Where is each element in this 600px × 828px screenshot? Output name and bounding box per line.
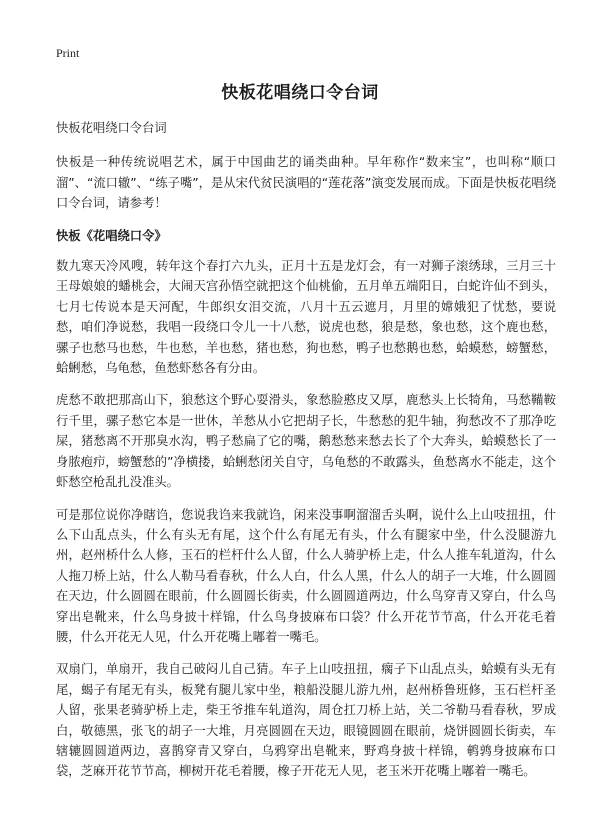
article-body bbox=[56, 118, 556, 794]
page-title: 快板花唱绕口令台词 bbox=[221, 83, 379, 103]
lyrics-paragraph-4: 双扇门，单扇开，我自己破闷儿自己猜。车子上山吱扭扭，瘸子下山乱点头，蛤蟆有头无有尾，蝎子有尾无有头，板凳有腿儿家中坐，粮船没腿儿游九州，赵州桥鲁班修，玉石栏杆圣人留，张果老骑驴桥上走，柴王爷推车轧道沟，周仓扛刀桥上站，关二爷勒马看春秋，罗成白，敬德黑，张飞的胡子一大堆，月亮圆圆在天边，眼镜圆圆在眼前，烧饼圆圆长街卖，车辖辘圆圆道两边，喜鹊穿青又穿白，乌鸦穿出皂靴来，野鸡身披十样锦，鹌鹑身披麻布口袋，芝麻开花节节高，柳树开花毛着腰，橡子开花无人见，老玉米开花嘴上嘟着一嘴毛。 bbox=[56, 662, 556, 779]
lyrics-paragraph-2: 虎愁不敢把那高山下，狼愁这个野心耍滑头，象愁脸憨皮又厚，鹿愁头上长犄角，马愁鞴鞍行千里，骡子愁它本是一世休，羊愁从小它把胡子长，牛愁愁的犯牛轴，狗愁改不了那净吃屎，猪愁离不开那臭水沟，鸭子愁扁了它的嘴，鹅愁愁来愁去长了个大奔头，蛤蟆愁长了一身脓疱疖，螃蟹愁的”净横搂，蛤蜊愁闭关自守，乌龟愁的不敢露头，鱼愁离水不能走，这个虾愁空枪乱扎没准头。 bbox=[56, 393, 556, 490]
lyrics-paragraph-3: 可是那位说你净瞎诌，您说我诌来我就诌，闲来没事啊溜溜舌头啊，说什么上山吱扭扭，什么下山乱点头，什么有头无有尾，这个什么有尾无有头，什么有腿家中坐，什么没腿游九州，赵州桥什么人修，玉石的栏杆什么人留，什么人骑驴桥上走，什么人推车轧道沟，什么人拖刀桥上站，什么人勒马看春秋，什么人白，什么人黑，什么人的胡子一大堆，什么圆圆在天边，什么圆圆在眼前，什么圆圆长街卖，什么圆圆道两边，什么鸟穿青又穿白，什么鸟穿出皂靴来，什么鸟身披十样锦，什么鸟身披麻布口袋？什么开花节节高，什么开花毛着腰，什么开花无人见，什么开花嘴上嘟着一嘴毛。 bbox=[56, 507, 556, 644]
lyrics-paragraph-1: 数九寒天冷风嗖，转年这个春打六九头，正月十五是龙灯会，有一对狮子滚绣球，三月三十王母娘娘的蟠桃会，大闹天宫孙悟空就把这个仙桃偷，五月单五端阳日，白蛇许仙不到头，七月七传说本是天河配，牛郎织女泪交流，八月十五云遮月，月里的嫦娥犯了忧愁，要说愁，咱们净说愁，我唱一段绕口令儿一十八愁，说虎也愁，狼是愁，象也愁，这个鹿也愁，骡子也愁马也愁，牛也愁，羊也愁，猪也愁，狗也愁，鸭子也愁鹅也愁，蛤蟆愁，螃蟹愁，蛤蜊愁，乌龟愁，鱼愁虾愁各有分由。 bbox=[56, 259, 556, 376]
print-link[interactable]: Print bbox=[56, 46, 80, 60]
intro-paragraph: 快板是一种传统说唱艺术，属于中国曲艺的诵类曲种。早年称作“数来宝”，也叫称“顺口溜”、“流口辙”、“练子嘴”，是从宋代贫民演唱的“莲花落”演变发展而成。下面是快板花唱绕口令台词，请参考！ bbox=[56, 155, 556, 211]
section-heading: 快板《花唱绕口令》 bbox=[56, 228, 167, 243]
article-subtitle: 快板花唱绕口令台词 bbox=[56, 121, 167, 135]
